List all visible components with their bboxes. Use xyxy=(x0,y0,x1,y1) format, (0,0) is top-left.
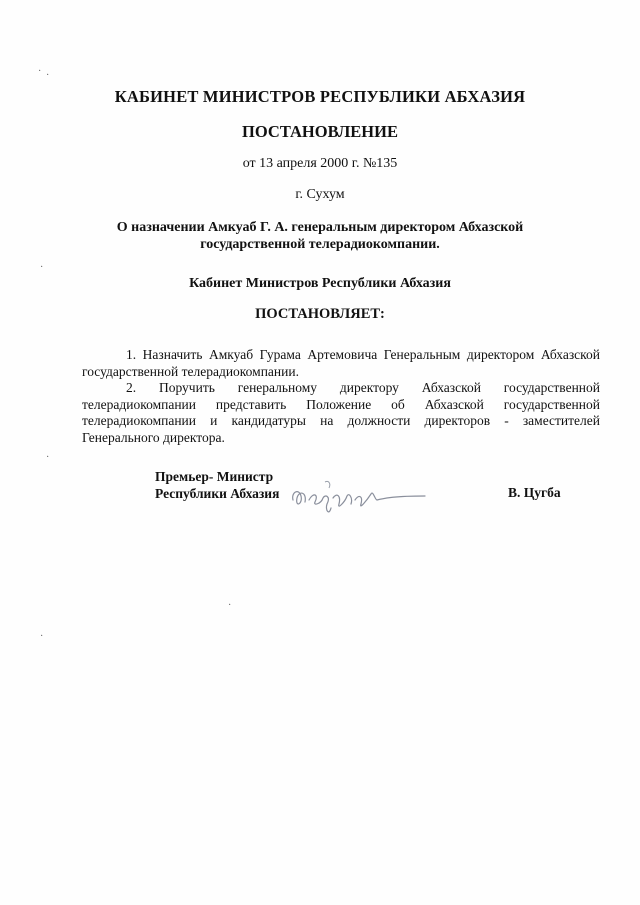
signatory-name: В. Цугба xyxy=(508,485,561,500)
signatory-title xyxy=(155,468,279,502)
issuer-line: Кабинет Министров Республики Абхазия xyxy=(189,276,451,291)
handwritten-signature xyxy=(285,470,435,520)
document-type-heading: ПОСТАНОВЛЕНИЕ xyxy=(242,122,398,141)
city-line: г. Сухум xyxy=(295,187,345,202)
resolution-item-1: 1. Назначить Амкуаб Гурама Артемовича Генеральным директором Абхазской государственной телерадиокомпании. xyxy=(82,347,600,379)
subject-line-2: государственной телерадиокомпании. xyxy=(200,237,440,252)
signatory-title-line-2: Республики Абхазия xyxy=(155,486,280,501)
scan-speck: · xyxy=(40,262,44,273)
signatory-title-line-1: Премьер- Министр xyxy=(155,469,274,484)
scan-speck: · xyxy=(46,70,50,81)
resolution-body xyxy=(82,347,600,446)
date-line: от 13 апреля 2000 г. №135 xyxy=(242,156,398,171)
scan-speck: · xyxy=(46,452,50,463)
subject-block xyxy=(0,219,640,253)
scan-speck: · xyxy=(40,631,44,642)
scan-speck: · xyxy=(228,600,232,611)
organization-heading: КАБИНЕТ МИНИСТРОВ РЕСПУБЛИКИ АБХАЗИЯ xyxy=(114,87,526,106)
resolution-item-2: 2. Поручить генеральному директору Абхазской государственной телерадиокомпании представить Положение об Абхазской государственной телерадиокомпании и кандидатуры на должности директоров - заместителей Генерального директора. xyxy=(82,380,600,445)
resolves-heading: ПОСТАНОВЛЯЕТ: xyxy=(255,306,385,322)
subject-line-1: О назначении Амкуаб Г. А. генеральным директором Абхазской xyxy=(116,220,524,235)
scan-speck: · xyxy=(38,66,42,77)
